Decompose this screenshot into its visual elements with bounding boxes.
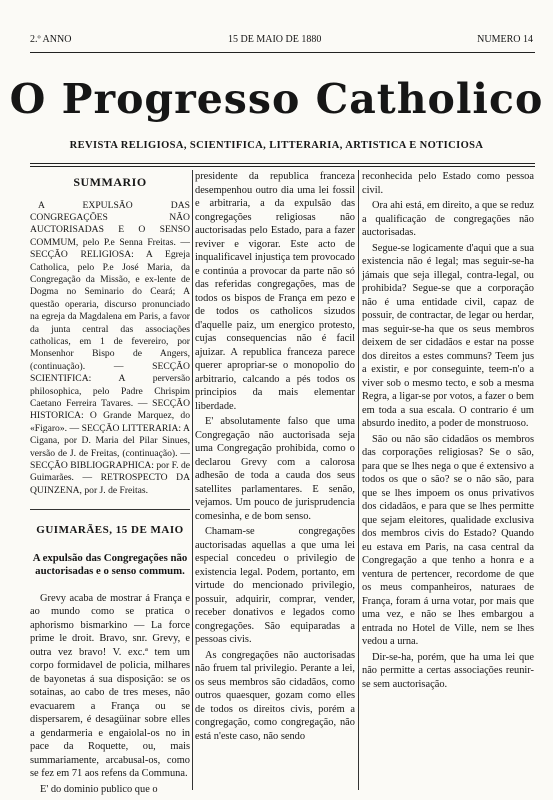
summary-text: A EXPULSÃO DAS CONGREGAÇÕES NÃO AUCTORISADAS E O SENSO COMMUM, pelo P.e Senna Freitas. — SECÇÃO RELIGIOSA: A Egreja Catholica, pelo P.e José Maria, da Congregação da Missão, e ex-lente de Dogma no Seminario do Ceará; A questão operaria, discurso pronunciado na egreja da Magdalena em Paris, a favor da junta central das associações catholicas, em 1 de fevereiro, por Monsenhor Bispo de Angers, (continuação). — SECÇÃO SCIENTIFICA: A perversão philosophica, pelo Padre Chrispim Caetano Ferreira Tavares. — SECÇÃO HISTORICA: O Grande Marquez, do «Figaro». — SECÇÃO LITTERARIA: A Cigana, por D. Maria del Pilar Sinues, versão de J. de Freitas, (continuação). — SECÇÃO BIBLIOGRAPHICA: por F. de Guimarães. — RETROSPECTO DA QUINZENA, por J. de Freitas. <box>30 199 190 496</box>
article-paragraph: E' absolutamente falso que uma Congregação não auctorisada seja uma Congregação prohibida, como o declarou Grevy com a calorosa adhesão de toda a cauda dos seus satellites parlamentares. E senão, vejamos. Um pouco de jurisprudencia comesinha, e de bom senso. <box>195 416 355 522</box>
summary-divider <box>30 509 190 510</box>
article-paragraph: E' do dominio publico que o <box>40 783 158 795</box>
issue-date: 15 DE MAIO DE 1880 <box>228 34 322 45</box>
article-paragraph: reconhecida pelo Estado como pessoa civil. <box>362 171 534 196</box>
masthead-rule-top <box>30 163 535 164</box>
article-paragraph: Chamam-se congregações auctorisadas aquellas a que uma lei especial concedeu o privilegio de existencia legal. Podem, portanto, em virtude do mencionado privilegio, possuir, adquirir, comprar, vender, receber donativos e legados como congregações. São equiparadas a pessoas civis. <box>195 526 355 645</box>
masthead-subtitle: REVISTA RELIGIOSA, SCIENTIFICA, LITTERARIA, ARTISTICA E NOTICIOSA <box>69 140 484 151</box>
column-divider-1 <box>192 170 193 790</box>
column-divider-2 <box>358 170 359 790</box>
article-paragraph: As congregações não auctorisadas não fruem tal privilegio. Perante a lei, os seus membros são cidadãos, como outros quaesquer, gozam como elles de todos os direitos civis, porém a congregação, como congregação, não está n'este caso, não sendo <box>195 649 355 742</box>
summary-heading: SUMMARIO <box>73 175 147 189</box>
masthead-rule-bottom <box>30 166 535 167</box>
header-rule <box>30 52 535 53</box>
column-2 <box>195 170 355 745</box>
article-paragraph: presidente da republica franceza desempenhou outro dia uma lei fossil e arbitraria, a da expulsão das congregações religiosas não auctorisadas pelo Estado, para a fazer reviver e vigorar. Este acto de inqualificavel injustiça tem provocado e continúa a provocar da parte não só das referidas congregações, mas de todos os bispos de França em pezo e de todos os catholicos sizudos d'aquelle paiz, um energico protesto, cujas consequencias não é facil ajuizar. A republica franceza parece querer apropriar-se o monopolio do arbitrario, calcando a pés todos os principios da mais elementar liberdade. <box>195 171 355 412</box>
masthead-title: O Progresso Catholico <box>9 75 544 123</box>
article-paragraph: Ora ahi está, em direito, a que se reduz a qualificação de congregações não auctorisadas. <box>362 200 534 238</box>
column-1 <box>30 170 190 798</box>
article-paragraph: Segue-se logicamente d'aqui que a sua existencia não é legal; mas seguir-se-ha jámais que seja illegal, contra-legal, ou prohibida? Segue-se que a corporação não é uma entidade civil, capaz de possuir, de contractar, de legar ou herdar, mas seguir-se-ha que os seus membros deixem de ser cidadãos e estar na posse dos direitos a estes communs? Teem jus a existir, e por conseguinte, teem-n'o a viver sob o mesmo tecto, e sob a mesma Regra, a ligar-se por votos, a fazer o bem em toda a sua escala. O contrario é um absurdo inedito, a poder de monstruoso. <box>362 242 534 429</box>
issue-number: NUMERO 14 <box>477 34 533 45</box>
issue-header <box>30 34 533 48</box>
dateline-heading: GUIMARÃES, 15 DE MAIO <box>36 524 184 537</box>
column-3 <box>362 170 534 693</box>
issue-year: 2.º ANNO <box>30 34 72 45</box>
article-paragraph: Dir-se-ha, porém, que ha uma lei que não permitte a certas associações reunir-se sem auctorisação. <box>362 651 534 690</box>
article-paragraph: São ou não são cidadãos os membros das corporações religiosas? Se o são, para que se lhes nega o que é extensivo a todos os que o são? se o não são, para que se lhes impoem os onus privativos dos cidadãos, e para que se lhes permitte que sejam eleitores, qualidade exclusiva dos membros civis do Estado? Quando eu estava em Paris, na casa central da Congregação a que tenho a honra e a ventura de pertencer, recordome de que os meus companheiros, naturaes de França, foram á urna votar, por mais que uma vez, e não se lhes embargou a entrada no Hotel de Ville, nem se lhes vedou a urna. <box>362 433 534 647</box>
article-paragraph: Grevy acaba de mostrar á França e ao mundo como se pratica o aphorismo bismarkino — La force prime le droit. Bravo, snr. Grevy, e outra vez bravo! V. exc.ª tem um corpo formidavel de policia, milhares de bayonetas á sua disposição: se os sotainas, ao cabo de tres meses, não evacuarem a França ou se dispersarem, é desagüinar sobre elles a gendarmeria e engaiolal-os no in pace da Roquette, ou, mais summariamente, arcabusal-os, como se fez em 71 aos refens da Communa. <box>30 592 190 780</box>
article-heading: A expulsão das Congregações não auctorisadas e o senso commum. <box>32 551 188 577</box>
